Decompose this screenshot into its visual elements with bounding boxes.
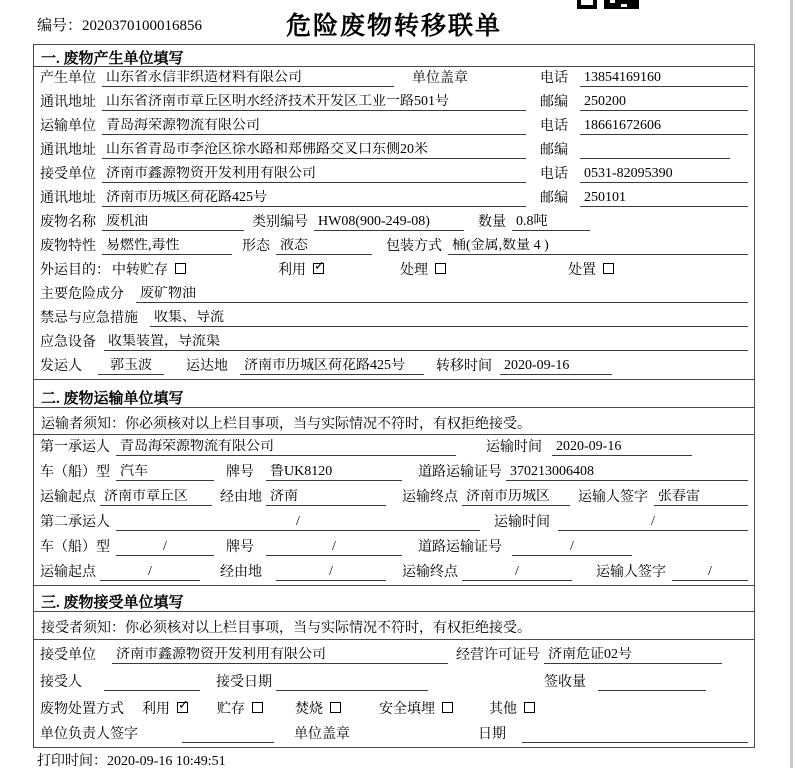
- plate-label: 牌号: [226, 540, 254, 555]
- responsible-sign-value: [182, 742, 274, 743]
- shipper-label: 发运人: [40, 359, 82, 374]
- route-end-value: /: [462, 564, 572, 581]
- producer-address-row: [34, 91, 754, 115]
- first-carrier-row: [34, 435, 754, 460]
- option-utilize: [142, 702, 188, 718]
- quantity-label: 数量: [478, 215, 506, 230]
- checkbox-icon: [603, 263, 614, 274]
- address-label: 通讯地址: [40, 143, 96, 158]
- transporter-value: 青岛海荣源物流有限公司: [102, 118, 526, 135]
- vehicle-type-value: /: [116, 539, 214, 556]
- receiver-label: 接受单位: [40, 167, 96, 182]
- packing-value: 桶(金属,数量 4 ): [448, 238, 748, 255]
- transfer-time-value: 2020-09-16: [500, 358, 612, 375]
- checkbox-icon: [442, 702, 453, 713]
- receiver-phone-value: 0531-82095390: [580, 166, 748, 183]
- address-label: 通讯地址: [40, 95, 96, 110]
- phone-label: 电话: [540, 119, 568, 134]
- print-time: [37, 750, 226, 770]
- checkbox-icon: [330, 702, 341, 713]
- transporter-zip-value: [580, 158, 730, 159]
- hazard-component-value: 废矿物油: [136, 286, 748, 303]
- qr-code-fragment: [577, 0, 639, 9]
- transport-time-value: /: [558, 514, 748, 531]
- route-start-value: 济南市章丘区: [100, 489, 212, 506]
- transfer-time-label: 转移时间: [436, 359, 492, 374]
- first-carrier-label: 第一承运人: [40, 440, 110, 455]
- receipt-qty-value: [598, 690, 706, 691]
- waste-property-row: [34, 235, 754, 259]
- transporter-label: 运输单位: [40, 119, 96, 134]
- option-label: 中转贮存: [112, 263, 168, 278]
- serial-value: 2020370100016856: [82, 18, 203, 34]
- waste-property-label: 废物特性: [40, 239, 96, 254]
- checkbox-icon: [435, 263, 446, 274]
- unit-seal-label: 单位盖章: [294, 727, 350, 742]
- route-start-label: 运输起点: [40, 565, 96, 580]
- plate-value: /: [266, 539, 402, 556]
- accept-unit-row: [34, 640, 754, 668]
- accept-date-value: [276, 690, 428, 691]
- waste-name-value: 废机油: [102, 214, 244, 231]
- option-label: 处置: [568, 263, 596, 278]
- carrier-sign-value: 张春雷: [654, 489, 748, 506]
- unit-seal-label: 单位盖章: [412, 71, 468, 86]
- accept-date-label: 接受日期: [216, 675, 272, 690]
- producer-value: 山东省永信非织造材料有限公司: [102, 70, 394, 87]
- carrier-sign-label: 运输人签字: [578, 490, 648, 505]
- route-row-1: [34, 485, 754, 510]
- category-code-label: 类别编号: [252, 215, 308, 230]
- address-label: 通讯地址: [40, 191, 96, 206]
- responsible-sign-label: 单位负责人签字: [40, 727, 138, 742]
- accept-unit-label: 接受单位: [40, 648, 96, 663]
- carrier-sign-value: /: [672, 564, 748, 581]
- form-title: 危险废物转移联单: [285, 13, 502, 40]
- form-state-label: 形态: [242, 239, 270, 254]
- destination-value: 济南市历城区荷花路425号: [240, 358, 424, 375]
- section-2-header: 二. 废物运输单位填写: [34, 379, 754, 408]
- option-storage: [217, 702, 263, 718]
- transport-time-value: 2020-09-16: [552, 439, 692, 456]
- disposal-method-label: 废物处置方式: [40, 702, 124, 717]
- transfer-purpose-row: [34, 259, 754, 283]
- transporter-address-value: 山东省青岛市李沧区徐水路和郑佛路交叉口东侧20米: [102, 142, 526, 159]
- phone-label: 电话: [540, 167, 568, 182]
- road-permit-label: 道路运输证号: [418, 540, 502, 555]
- option-label: 利用: [278, 263, 306, 278]
- vehicle-row-2: [34, 535, 754, 560]
- phone-label: 电话: [540, 71, 568, 86]
- option-transit-storage: [112, 263, 186, 279]
- manifest-form: [33, 44, 755, 748]
- shipper-row: [34, 355, 754, 379]
- shipper-value: 郭玉波: [98, 358, 164, 375]
- date-value: [522, 742, 748, 743]
- transporter-phone-value: 18661672606: [580, 118, 748, 135]
- print-time-value: 2020-09-16 10:49:51: [107, 754, 226, 769]
- zip-label: 邮编: [540, 191, 568, 206]
- option-utilize: [278, 263, 324, 279]
- carrier-sign-label: 运输人签字: [596, 565, 666, 580]
- route-end-label: 运输终点: [402, 490, 458, 505]
- option-other: [489, 702, 535, 718]
- option-dispose: [568, 263, 614, 279]
- checkbox-icon: [252, 702, 263, 713]
- producer-zip-value: 250200: [580, 94, 748, 111]
- serial-label: 编号：: [37, 18, 83, 34]
- producer-label: 产生单位: [40, 71, 96, 86]
- responsible-sign-row: [34, 722, 754, 747]
- form-state-value: 液态: [276, 238, 372, 255]
- road-permit-label: 道路运输证号: [418, 465, 502, 480]
- route-start-label: 运输起点: [40, 490, 96, 505]
- road-permit-value: 370213006408: [506, 464, 748, 481]
- receiver-value: 济南市鑫源物资开发利用有限公司: [102, 166, 526, 183]
- hazard-component-label: 主要危险成分: [40, 287, 124, 302]
- route-via-label: 经由地: [220, 490, 262, 505]
- acceptor-value: [104, 690, 200, 691]
- second-carrier-row: [34, 510, 754, 535]
- route-end-label: 运输终点: [402, 565, 458, 580]
- receiver-notice: 接受者须知：你必须核对以上栏目事项，当与实际情况不符时，有权拒绝接受。: [34, 612, 754, 640]
- second-carrier-value: /: [116, 514, 480, 531]
- transporter-address-row: [34, 139, 754, 163]
- zip-label: 邮编: [540, 95, 568, 110]
- qr-block: [604, 0, 639, 9]
- route-end-value: 济南市历城区: [462, 489, 570, 506]
- license-label: 经营许可证号: [456, 648, 540, 663]
- route-row-2: [34, 560, 754, 585]
- emergency-equipment-value: 收集装置，导流渠: [104, 334, 748, 351]
- option-label: 处理: [400, 263, 428, 278]
- date-label: 日期: [478, 727, 506, 742]
- vehicle-row-1: [34, 460, 754, 485]
- option-label: 安全填埋: [379, 702, 435, 717]
- section-3-header: 三. 废物接受单位填写: [34, 585, 754, 612]
- license-value: 济南危证02号: [544, 647, 722, 664]
- option-label: 其他: [489, 702, 517, 717]
- second-carrier-label: 第二承运人: [40, 515, 110, 530]
- route-start-value: /: [100, 564, 200, 581]
- option-landfill: [379, 702, 453, 718]
- receiver-row: [34, 163, 754, 187]
- option-label: 焚烧: [295, 702, 323, 717]
- waste-name-label: 废物名称: [40, 215, 96, 230]
- option-treat: [400, 263, 446, 279]
- transport-time-label: 运输时间: [494, 515, 550, 530]
- receipt-qty-label: 签收量: [544, 675, 586, 690]
- print-time-label: 打印时间：: [37, 754, 107, 769]
- acceptor-row: [34, 668, 754, 695]
- road-permit-value: /: [512, 539, 632, 556]
- destination-label: 运达地: [186, 359, 228, 374]
- checkbox-icon: [175, 263, 186, 274]
- checkbox-icon: [177, 702, 188, 713]
- emergency-measures-row: [34, 307, 754, 331]
- accept-unit-value: 济南市鑫源物资开发利用有限公司: [112, 647, 448, 664]
- transporter-notice: 运输者须知：你必须核对以上栏目事项，当与实际情况不符时，有权拒绝接受。: [34, 408, 754, 435]
- emergency-measures-label: 禁忌与应急措施: [40, 311, 138, 326]
- section-1-header: 一. 废物产生单位填写: [34, 45, 754, 67]
- transport-time-label: 运输时间: [486, 440, 542, 455]
- producer-phone-value: 13854169160: [580, 70, 748, 87]
- scrollbar[interactable]: [790, 0, 793, 768]
- transfer-purpose-label: 外运目的：: [40, 263, 110, 278]
- hazard-component-row: [34, 283, 754, 307]
- checkbox-icon: [524, 702, 535, 713]
- route-via-label: 经由地: [220, 565, 262, 580]
- acceptor-label: 接受人: [40, 675, 82, 690]
- vehicle-type-label: 车（船）型: [40, 540, 110, 555]
- packing-label: 包装方式: [386, 239, 442, 254]
- route-via-value: 济南: [266, 489, 386, 506]
- vehicle-type-value: 汽车: [116, 464, 214, 481]
- waste-property-value: 易燃性,毒性: [102, 238, 232, 255]
- route-via-value: /: [276, 564, 386, 581]
- qr-finder-square: [577, 0, 597, 9]
- receiver-address-row: [34, 187, 754, 211]
- zip-label: 邮编: [540, 143, 568, 158]
- receiver-address-value: 济南市历城区荷花路425号: [102, 190, 526, 207]
- option-label: 利用: [142, 702, 170, 717]
- waste-name-row: [34, 211, 754, 235]
- option-label: 贮存: [217, 702, 245, 717]
- producer-address-value: 山东省济南市章丘区明水经济技术开发区工业一路501号: [102, 94, 526, 111]
- emergency-equipment-row: [34, 331, 754, 355]
- plate-label: 牌号: [226, 465, 254, 480]
- checkbox-icon: [313, 263, 324, 274]
- vehicle-type-label: 车（船）型: [40, 465, 110, 480]
- transporter-row: [34, 115, 754, 139]
- receiver-zip-value: 250101: [580, 190, 748, 207]
- disposal-method-row: [34, 695, 754, 722]
- option-incinerate: [295, 702, 341, 718]
- emergency-measures-value: 收集、导流: [150, 310, 748, 327]
- first-carrier-value: 青岛海荣源物流有限公司: [116, 439, 456, 456]
- emergency-equipment-label: 应急设备: [40, 335, 96, 350]
- quantity-value: 0.8吨: [512, 214, 590, 231]
- plate-value: 鲁UK8120: [266, 464, 402, 481]
- producer-row: [34, 67, 754, 91]
- category-code-value: HW08(900-249-08): [314, 214, 464, 231]
